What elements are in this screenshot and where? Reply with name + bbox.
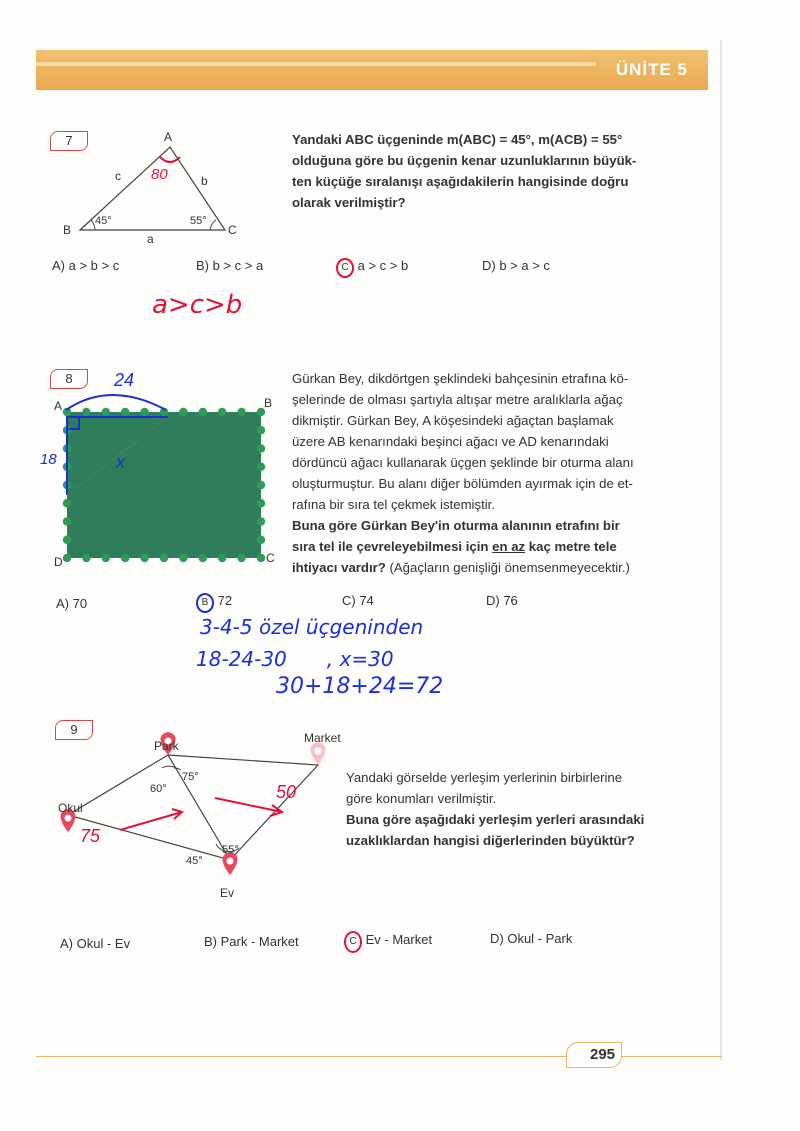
park-ev-line (168, 755, 230, 860)
tree-dot (102, 554, 110, 562)
unit-title: ÜNİTE 5 (615, 60, 688, 79)
label-ev: Ev (220, 886, 235, 900)
tree-dot (257, 481, 265, 489)
vertex-c-label: C (228, 223, 237, 237)
hand-brace-ab (66, 395, 166, 410)
angle-c-label: 55° (190, 215, 207, 227)
hand-arrow-line-2 (120, 812, 182, 830)
q8-option-c[interactable]: C) 74 (342, 593, 374, 608)
tree-dot (257, 517, 265, 525)
garden-rectangle (67, 412, 261, 558)
vertex-b-label: B (63, 223, 72, 237)
q9-option-b[interactable]: B) Park - Market (204, 934, 299, 949)
tree-dot (257, 444, 265, 452)
unit-header-bar (36, 50, 708, 90)
vertex-c-label: C (266, 551, 275, 565)
q7-option-c[interactable]: C a > c > b (336, 258, 408, 278)
hand-arrow-line-1 (215, 798, 282, 812)
side-b-label: b (201, 174, 208, 188)
vertex-d-label: D (54, 555, 63, 569)
tree-dot (199, 554, 207, 562)
q7-option-b[interactable]: B) b > c > a (196, 258, 264, 273)
q7-option-a[interactable]: A) a > b > c (52, 258, 120, 273)
tree-dot (237, 554, 245, 562)
tree-dot (218, 554, 226, 562)
q8-hand-work-2: 18-24-30 , x=30 (196, 647, 394, 671)
q8-hand-work-3: 30+18+24=72 (276, 674, 444, 699)
tree-dot (218, 408, 226, 416)
angle-45-label: 45° (186, 855, 203, 867)
question-number-7: 7 (50, 131, 88, 151)
tree-dot (179, 554, 187, 562)
footer-line-left (36, 1056, 566, 1057)
angle-75-label: 75° (182, 771, 199, 783)
tree-dot (160, 554, 168, 562)
tree-dot (140, 554, 148, 562)
vertex-a-label: A (54, 399, 63, 413)
q7-option-c-circle: C (336, 258, 354, 278)
angle-75-arc (174, 768, 181, 770)
q9-option-c[interactable]: C Ev - Market (344, 931, 432, 953)
tree-dot (257, 463, 265, 471)
q8-option-a[interactable]: A) 70 (56, 596, 88, 611)
tree-dot (257, 426, 265, 434)
pin-market-icon (311, 742, 326, 765)
vertex-a-label: A (164, 130, 173, 144)
label-market: Market (304, 731, 341, 745)
q7-hand-answer: a>c>b (152, 290, 243, 320)
q8-option-d[interactable]: D) 76 (486, 593, 518, 608)
q9-text: Yandaki görselde yerleşim yerlerinin birbirlerine göre konumları verilmiştir. Buna göre aşağıdaki yerleşim yerleri arasındaki uzaklıklardan hangisi diğerlerinden büyüktür? (346, 770, 645, 848)
q8-text: Gürkan Bey, dikdörtgen şeklindeki bahçesinin etrafına kö- şelerinde de olması şartıyla altışar metre aralıklarla ağaç dikmiştir. Gürkan Bey, A köşesindeki ağaçtan başlamak üzere AB kenarındaki beşinci ağacı ve AD kenarındaki dördüncü ağacı kullanarak üçgen şeklinde bir oturma alanı oluşturmuştur. Bu alanı diğer bölümden ayırmak için de et- rafına bir sıra tel çekmek istemiştir. Buna göre Gürkan Bey'in oturma alanının etrafını bir sıra tel ile çevreleyebilmesi için en az kaç metre tele ihtiyacı vardır? (Ağaçların genişliği önemsenmeyecektir.) (292, 371, 634, 575)
tree-dot (199, 408, 207, 416)
tree-dot (257, 554, 265, 562)
q8-hand-work-1: 3-4-5 özel üçgeninden (200, 615, 424, 639)
q8-option-b-circle: B (196, 593, 214, 613)
hand-label-75: 75 (80, 826, 101, 846)
label-park: Park (154, 739, 179, 753)
tree-dot (179, 408, 187, 416)
q9-option-c-circle: C (344, 931, 362, 953)
angle-60-arc (162, 766, 176, 768)
q8-option-b[interactable]: B 72 (196, 593, 232, 613)
tree-dot (257, 536, 265, 544)
tree-dot (63, 517, 71, 525)
page-fold-line (720, 40, 722, 1060)
page-number: 295 (590, 1046, 616, 1063)
tree-dot (63, 554, 71, 562)
angle-b-label: 45° (95, 215, 112, 227)
side-c-label: c (115, 169, 121, 183)
tree-dot (121, 408, 129, 416)
tree-dot (102, 408, 110, 416)
header-stripe (36, 62, 596, 66)
vertex-b-label: B (264, 396, 273, 410)
garden-figure (40, 360, 290, 570)
q9-option-a[interactable]: A) Okul - Ev (60, 936, 131, 951)
angle-c-arc (210, 220, 216, 230)
hand-label-50: 50 (276, 782, 297, 802)
hand-label-x: x (116, 452, 125, 472)
tree-dot (82, 408, 90, 416)
hand-label-18: 18 (40, 451, 57, 468)
tree-dot (63, 499, 71, 507)
hand-angle-a: 80 (151, 166, 168, 183)
tree-dot (82, 554, 90, 562)
tree-dot (140, 408, 148, 416)
triangle-abc-figure (55, 125, 255, 245)
tree-dot (63, 536, 71, 544)
angle-60-label: 60° (150, 783, 167, 795)
q7-text: Yandaki ABC üçgeninde m(ABC) = 45°, m(ACB) = 55° olduğuna göre bu üçgenin kenar uzunluklarının büyük- ten küçüğe sıralanışı aşağıdakilerin hangisinde doğru olarak verilmiştir? (292, 132, 637, 210)
question-number-8: 8 (50, 369, 88, 389)
tree-dot (121, 554, 129, 562)
q9-option-d[interactable]: D) Okul - Park (490, 931, 573, 946)
footer-line-right (622, 1056, 722, 1057)
hand-label-24: 24 (114, 370, 135, 390)
tree-dot (237, 408, 245, 416)
question-number-9: 9 (55, 720, 93, 740)
tree-dot (257, 499, 265, 507)
q7-option-d[interactable]: D) b > a > c (482, 258, 550, 273)
label-okul: Okul (58, 801, 83, 815)
angle-55-label: 55° (222, 844, 239, 856)
locations-figure (50, 720, 350, 910)
side-a-label: a (147, 232, 154, 245)
